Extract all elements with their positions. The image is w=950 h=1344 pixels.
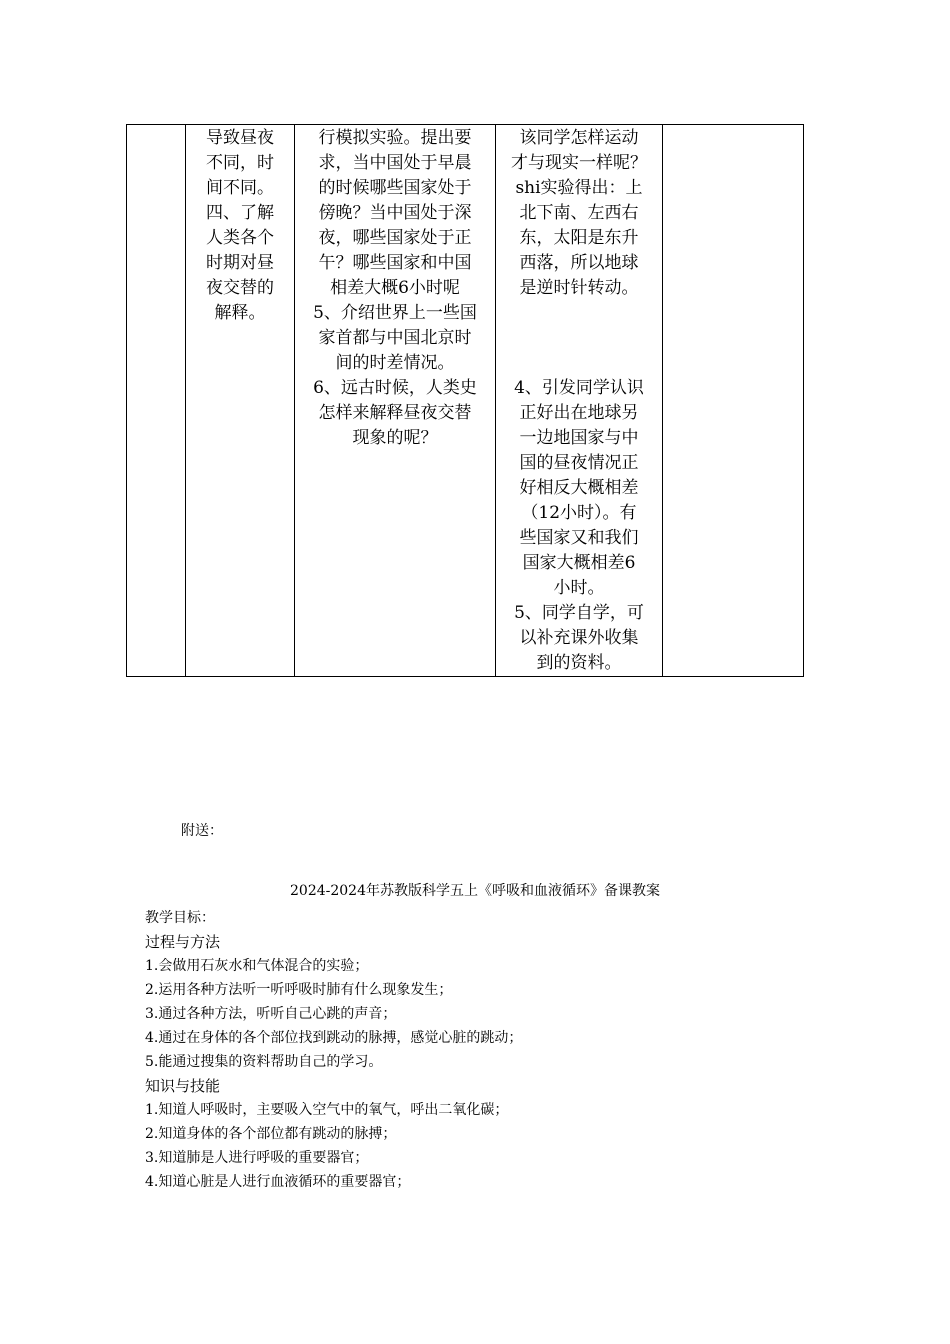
text-line: 1.会做用石灰水和气体混合的实验；	[145, 958, 369, 974]
body-text	[145, 906, 845, 1194]
document-title: 2024-2024年苏教版科学五上《呼吸和血液循环》备课教案	[290, 883, 660, 899]
text-line: 2.运用各种方法听一听呼吸时肺有什么现象发生；	[145, 982, 453, 998]
table-cell-content	[186, 125, 295, 677]
cell-text: 该同学怎样运动 才与现实一样呢？ shi实验得出：上 北下南、左西右 东，太阳是东升 西落，所以地球 是逆时针转动。 4、引发同学认识 正好出在地球另 一边地国家与中 国的昼夜情况正 好相反大概相差 （12小时）。有 些国家又和我们 国家大概相差6 小时。 5、同学自学，可 以补充课外收集 到的资料。	[511, 128, 647, 673]
text-line: 4.知道心脏是人进行血液循环的重要器官；	[145, 1174, 411, 1190]
text-line: 2.知道身体的各个部位都有跳动的脉搏；	[145, 1126, 397, 1142]
text-line: 3.知道肺是人进行呼吸的重要器官；	[145, 1150, 369, 1166]
table-cell-teacher-activity	[295, 125, 496, 677]
section-heading: 知识与技能	[145, 1077, 221, 1095]
attached-label: 附送：	[181, 823, 223, 839]
table-row	[127, 125, 804, 677]
cell-text	[663, 125, 803, 126]
cell-text: 导致昼夜 不同，时 间不同。 四、了解 人类各个 时期对昼 夜交替的 解释。	[206, 128, 274, 323]
section-heading: 过程与方法	[145, 933, 221, 951]
cell-text	[127, 125, 185, 126]
text-line: 教学目标：	[145, 910, 215, 926]
cell-text: 行模拟实验。提出要 求，当中国处于早晨 的时候哪些国家处于 傍晚？当中国处于深 夜，哪些国家处于正 午？哪些国家和中国 相差大概6小时呢 5、介绍世界上一些国 家首都与中国北京时 间的时差情况。 6、远古时候，人类史 怎样来解释昼夜交替 现象的呢？	[313, 128, 477, 448]
text-line: 5.能通过搜集的资料帮助自己的学习。	[145, 1054, 383, 1070]
table-cell-empty-right	[663, 125, 804, 677]
lesson-plan-table	[126, 124, 804, 677]
text-line: 4.通过在身体的各个部位找到跳动的脉搏，感觉心脏的跳动；	[145, 1030, 523, 1046]
table-cell-student-activity	[496, 125, 663, 677]
text-line: 1.知道人呼吸时，主要吸入空气中的氧气，呼出二氧化碳；	[145, 1102, 509, 1118]
text-line: 3.通过各种方法，听听自己心跳的声音；	[145, 1006, 397, 1022]
table-cell-empty-left	[127, 125, 186, 677]
